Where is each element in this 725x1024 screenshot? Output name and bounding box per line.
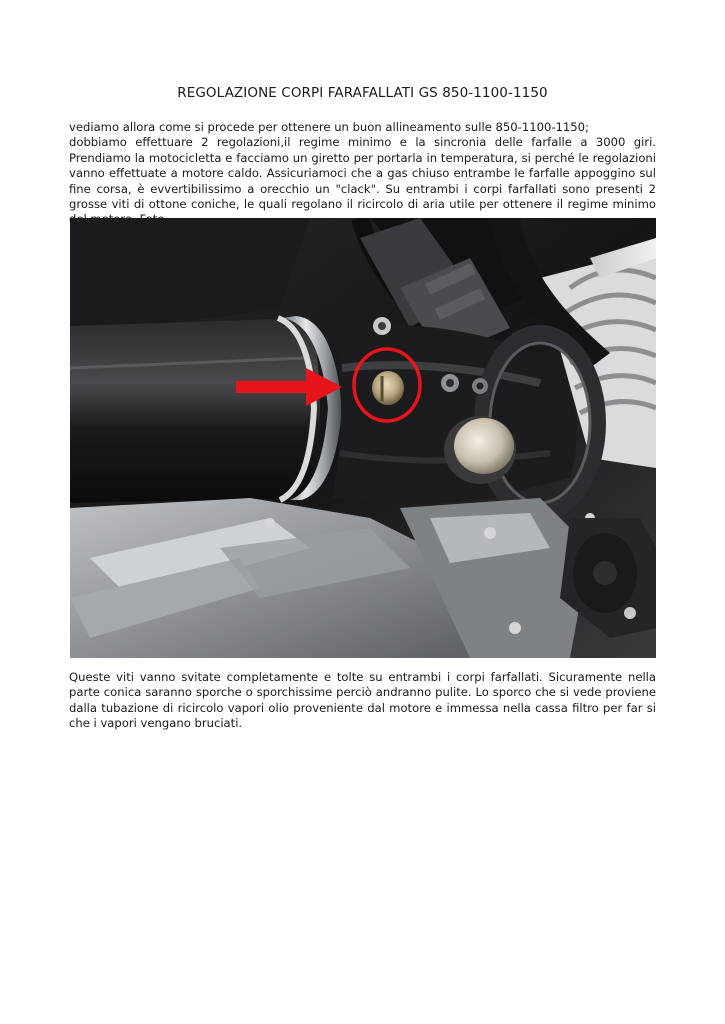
brass-idle-screw	[372, 371, 404, 405]
intro-paragraph	[69, 120, 656, 228]
bypass-cap	[444, 416, 516, 484]
conclusion-paragraph: Queste viti vanno svitate completamente e tolte su entrambi i corpi farfallati. Sicuramente nella parte conica saranno sporche o sporchissime perciò andranno pulite. Lo sporco che si vede proviene dalla tubazione di ricircolo vapori olio proveniente dal motore e immessa nella cassa filtro per far si che i vapori vengano bruciati.	[69, 670, 656, 731]
page-title: REGOLAZIONE CORPI FARAFALLATI GS 850-1100-1150	[177, 85, 548, 101]
intro-body: dobbiamo effettuare 2 regolazioni,il regime minimo e la sincronia delle farfalle a 3000 giri. Prendiamo la motocicletta e facciamo un giretto per portarla in temperatura, si perché le regolazioni vanno effettuate a motore caldo. Assicuriamoci che a gas chiuso entrambe le farfalle appoggino sul fine corsa, è evvertibilissimo a orecchio un "clack". Su entrambi i corpi farfallati sono presenti 2 grosse viti di ottone coniche, le quali regolano il ricircolo di aria utile per ottenere il regime minimo	[69, 135, 656, 212]
intro-first-line: vediamo allora come si procede per ottenere un buon allineamento sulle 850-1100-1150;	[69, 120, 589, 134]
engine-block	[70, 498, 595, 658]
throttle-body-photo	[70, 218, 656, 658]
intake-tube	[70, 318, 320, 503]
